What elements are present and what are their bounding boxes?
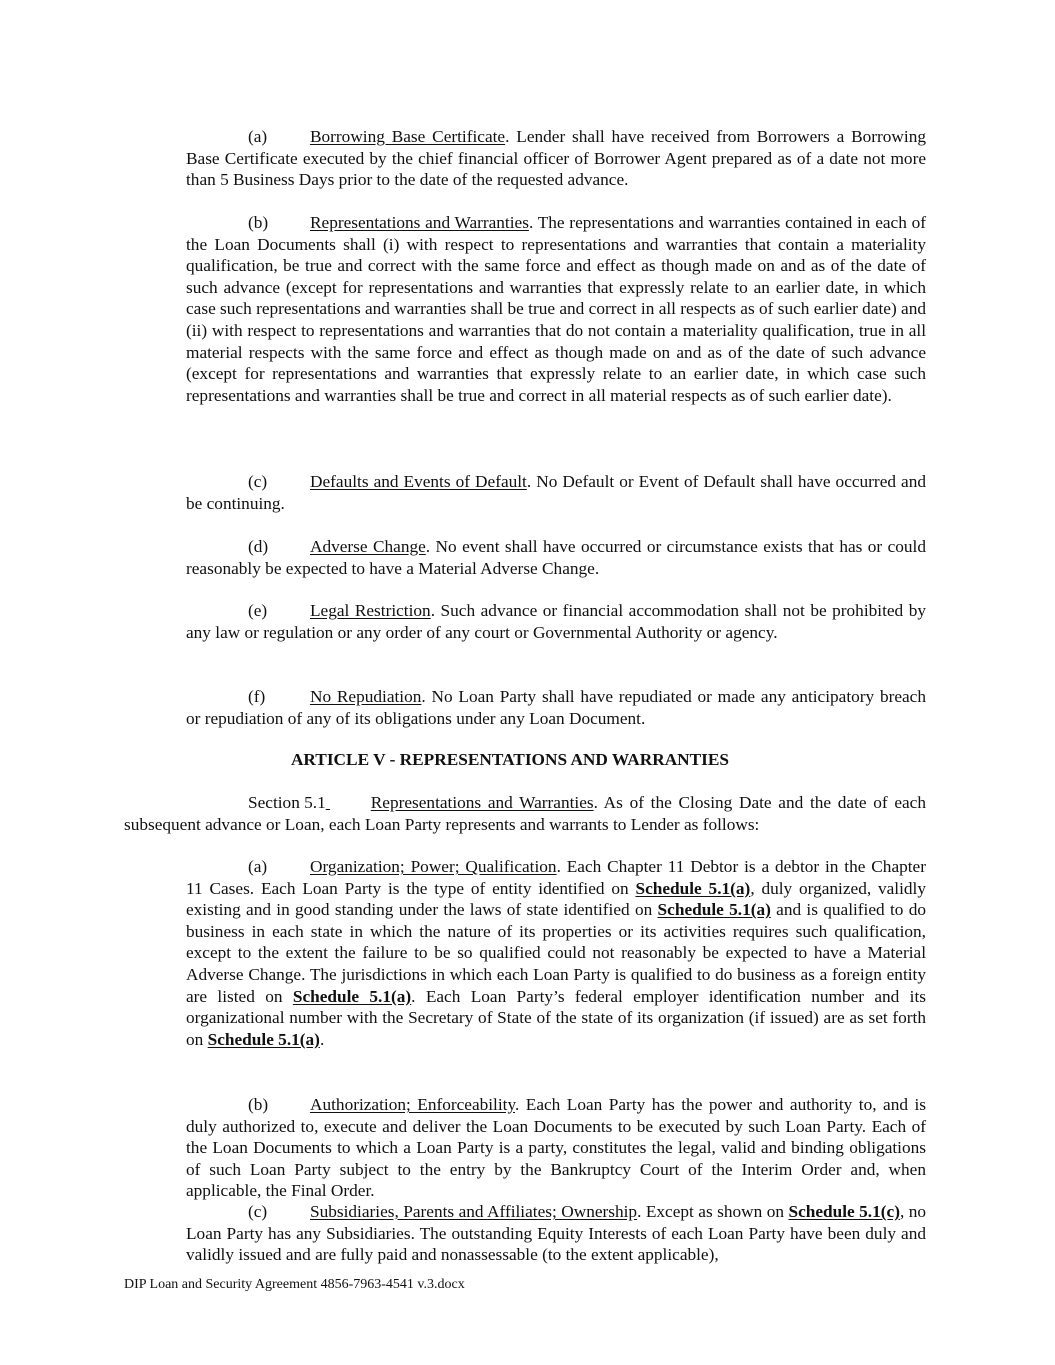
clause-title: Adverse Change <box>310 537 426 556</box>
clause-text: . <box>319 1029 325 1049</box>
clause-text: , no Loan Party has any Subsidiaries. The outstanding Equity Interests of each Loan Party have been duly and validly issued and are fully paid and nonassessable (to the extent applicable), <box>186 1202 927 1265</box>
clause-title: Representations and Warranties <box>310 213 529 232</box>
clause-d-adverse-change <box>186 536 926 579</box>
clause-text: . Each Chapter 11 Debtor is a debtor in the Chapter 11 Cases. Each Loan Party is the type of entity identified on <box>186 857 926 898</box>
section-5-1 <box>124 792 926 835</box>
schedule-reference: Schedule 5.1(a) <box>657 900 771 920</box>
clause-text: and is qualified to do business in each state in which the nature of its properties or its activities requires such qualification, except to the extent the failure to be so qualified could not reasonably be expected to have a Material Adverse Change. The jurisdictions in which each Loan Party is qualified to do business as a foreign entity are listed on <box>186 900 926 1006</box>
clause-5-1-b-authorization <box>186 1094 926 1202</box>
clause-title: Defaults and Events of Default <box>310 472 527 491</box>
clause-b-representations <box>186 212 926 406</box>
clause-f-no-repudiation <box>186 686 926 729</box>
clause-5-1-c-subsidiaries <box>186 1201 926 1266</box>
schedule-reference: Schedule 5.1(a) <box>292 986 412 1006</box>
clause-5-1-a-organization <box>186 856 926 1050</box>
section-number: Section 5.1 <box>248 793 326 812</box>
clause-text: . The representations and warranties contained in each of the Loan Documents shall (i) with respect to representations and warranties that contain a materiality qualification, be true and correct with the same force and effect as though made on and as of the date of such advance (except for representations and warranties that expressly relate to an earlier date, in which case such representations and warranties shall be true and correct in all respects as of such earlier date) and (ii) with respect to representations and warranties that do not contain a materiality qualification, true in all material respects with the same force and effect as though made on and as of the date of such advance (except for representations and warranties that expressly relate to an earlier date, in which case such representations and warranties shall be true and correct in all material respects as of such earlier date). <box>186 213 926 405</box>
clause-title: Organization; Power; Qualification <box>310 857 557 876</box>
clause-text: . Each Loan Party’s federal employer identification number and its organizational number with the Secretary of State of the state of its organization (if issued) are as set forth on <box>186 986 926 1049</box>
clause-text: . No Default or Event of Default shall have occurred and be continuing. <box>186 472 926 513</box>
clause-text: . Except as shown on <box>637 1202 789 1221</box>
clause-label: (a) <box>248 857 268 876</box>
clause-label: (c) <box>248 1202 268 1221</box>
article-heading: ARTICLE V - REPRESENTATIONS AND WARRANTIES <box>290 750 730 769</box>
clause-text: , duly organized, validly existing and in good standing under the laws of state identified on <box>186 878 926 920</box>
clause-title: Authorization; Enforceability <box>310 1095 515 1114</box>
clause-text: . Such advance or financial accommodation shall not be prohibited by any law or regulation or any order of any court or Governmental Authority or agency. <box>186 601 926 642</box>
clause-text: . Each Loan Party has the power and authority to, and is duly authorized to, execute and deliver the Loan Documents to be executed by such Loan Party. Each of the Loan Documents to which a Loan Party is a party, constitutes the legal, valid and binding obligations of such Loan Party subject to the entry by the Bankruptcy Court of the Interim Order and, when applicable, the Final Order. <box>186 1095 926 1201</box>
clause-title: Legal Restriction <box>310 601 431 620</box>
clause-text: . No Loan Party shall have repudiated or made any anticipatory breach or repudiation of any of its obligations under any Loan Document. <box>186 687 926 728</box>
clause-c-defaults <box>186 471 926 514</box>
schedule-reference: Schedule 5.1(a) <box>207 1029 320 1049</box>
section-text: . As of the Closing Date and the date of each subsequent advance or Loan, each Loan Party represents and warrants to Lender as follows: <box>124 793 926 834</box>
section-title: Representations and Warranties <box>370 793 594 812</box>
clause-label: (e) <box>248 601 268 620</box>
document-footer: DIP Loan and Security Agreement 4856-7963-4541 v.3.docx <box>124 1277 465 1292</box>
clause-title: Subsidiaries, Parents and Affiliates; Ownership <box>310 1202 638 1221</box>
clause-label: (c) <box>248 472 268 491</box>
clause-label: (b) <box>248 213 269 232</box>
clause-text: . Lender shall have received from Borrowers a Borrowing Base Certificate executed by the chief financial officer of Borrower Agent prepared as of a date not more than 5 Business Days prior to the date of the requested advance. <box>186 127 926 190</box>
section-gap <box>326 792 371 814</box>
clause-e-legal-restriction <box>186 600 926 643</box>
schedule-reference: Schedule 5.1(a) <box>635 878 751 898</box>
schedule-reference: Schedule 5.1(c) <box>788 1202 900 1221</box>
clause-label: (f) <box>248 687 266 706</box>
clause-label: (a) <box>248 127 268 146</box>
clause-text: . No event shall have occurred or circumstance exists that has or could reasonably be expected to have a Material Adverse Change. <box>186 537 926 578</box>
clause-label: (d) <box>248 537 269 556</box>
clause-a-borrowing-base <box>186 126 926 191</box>
clause-title: No Repudiation <box>310 687 422 706</box>
clause-title: Borrowing Base Certificate <box>310 127 506 146</box>
clause-label: (b) <box>248 1095 269 1114</box>
